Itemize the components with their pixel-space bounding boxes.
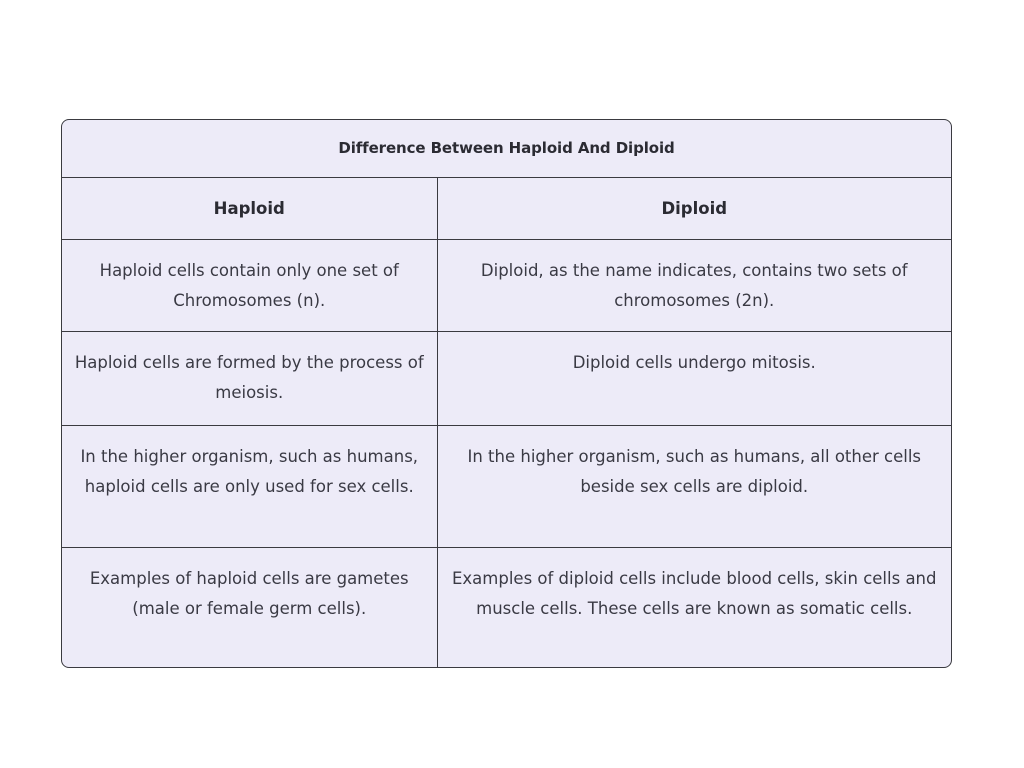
table-title-row — [62, 120, 951, 177]
table-header-row — [62, 177, 951, 239]
comparison-table — [62, 120, 951, 668]
column-header-haploid: Haploid — [62, 177, 437, 239]
diploid-cell: In the higher organism, such as humans, all other cells beside sex cells are diploid. — [437, 425, 951, 547]
table-row — [62, 425, 951, 547]
haploid-cell: Haploid cells are formed by the process of meiosis. — [62, 331, 437, 425]
table-title: Difference Between Haploid And Diploid — [62, 120, 951, 177]
diploid-cell: Diploid, as the name indicates, contains two sets of chromosomes (2n). — [437, 239, 951, 331]
haploid-cell: Examples of haploid cells are gametes (male or female germ cells). — [62, 547, 437, 668]
haploid-cell: Haploid cells contain only one set of Chromosomes (n). — [62, 239, 437, 331]
table-row — [62, 239, 951, 331]
table-row — [62, 331, 951, 425]
haploid-cell: In the higher organism, such as humans, haploid cells are only used for sex cells. — [62, 425, 437, 547]
comparison-table-card — [61, 119, 952, 668]
diploid-cell: Examples of diploid cells include blood cells, skin cells and muscle cells. These cells are known as somatic cells. — [437, 547, 951, 668]
table-row — [62, 547, 951, 668]
diploid-cell: Diploid cells undergo mitosis. — [437, 331, 951, 425]
column-header-diploid: Diploid — [437, 177, 951, 239]
